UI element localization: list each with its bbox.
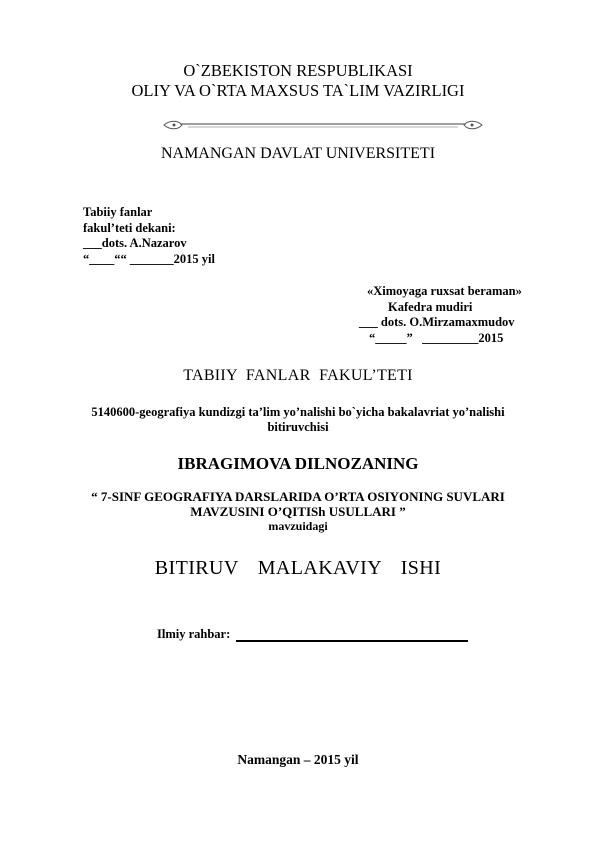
approval-line-4: “_____” _________2015: [369, 330, 504, 345]
dean-line-3: ___dots. A.Nazarov: [83, 236, 187, 250]
work-title: BITIRUV MALAKAVIY ISHI: [154, 557, 442, 579]
specialty-line-2: bitiruvchisi: [267, 420, 329, 434]
topic-line-3: mavzuidagi: [268, 519, 328, 533]
specialty-line-1: 5140600-geografiya kundizgi ta’lim yo’nalishi bo`yicha bakalavriat yo’nalishi: [91, 405, 505, 419]
student-name: IBRAGIMOVA DILNOZANING: [177, 454, 419, 473]
supervisor-signature-line: [236, 640, 468, 642]
dean-line-2: fakul’teti dekani:: [83, 220, 176, 235]
topic-line-2: MAVZUSINI O’QITISh USULLARI ”: [190, 504, 406, 519]
footer-place-year: Namangan – 2015 yil: [237, 752, 359, 767]
supervisor-label: Ilmiy rahbar:: [157, 627, 231, 641]
country-title: O`ZBEKISTON RESPUBLIKASI: [183, 61, 413, 80]
dean-signature-block: [83, 205, 215, 267]
faculty-title: TABIIY FANLAR FAKUL’TETI: [183, 367, 413, 384]
specialty-block: [0, 405, 596, 435]
topic-block: [0, 489, 596, 534]
decorative-divider: [158, 117, 488, 133]
dean-line-1: Tabiiy fanlar: [83, 205, 153, 219]
approval-block: [359, 284, 559, 346]
approval-line-1: «Ximoyaga ruxsat beraman»: [367, 284, 522, 298]
approval-line-2: Kafedra mudiri: [388, 299, 473, 314]
topic-line-1: “ 7-SINF GEOGRAFIYA DARSLARIDA O’RTA OSIYONING SUVLARI: [91, 489, 505, 504]
approval-line-3: ___ dots. O.Mirzamaxmudov: [359, 315, 515, 329]
dean-line-4: “____““ _______2015 yil: [83, 251, 215, 266]
ministry-title: OLIY VA O`RTA MAXSUS TA`LIM VAZIRLIGI: [131, 81, 465, 100]
university-title: NAMANGAN DAVLAT UNIVERSITETI: [160, 145, 436, 162]
